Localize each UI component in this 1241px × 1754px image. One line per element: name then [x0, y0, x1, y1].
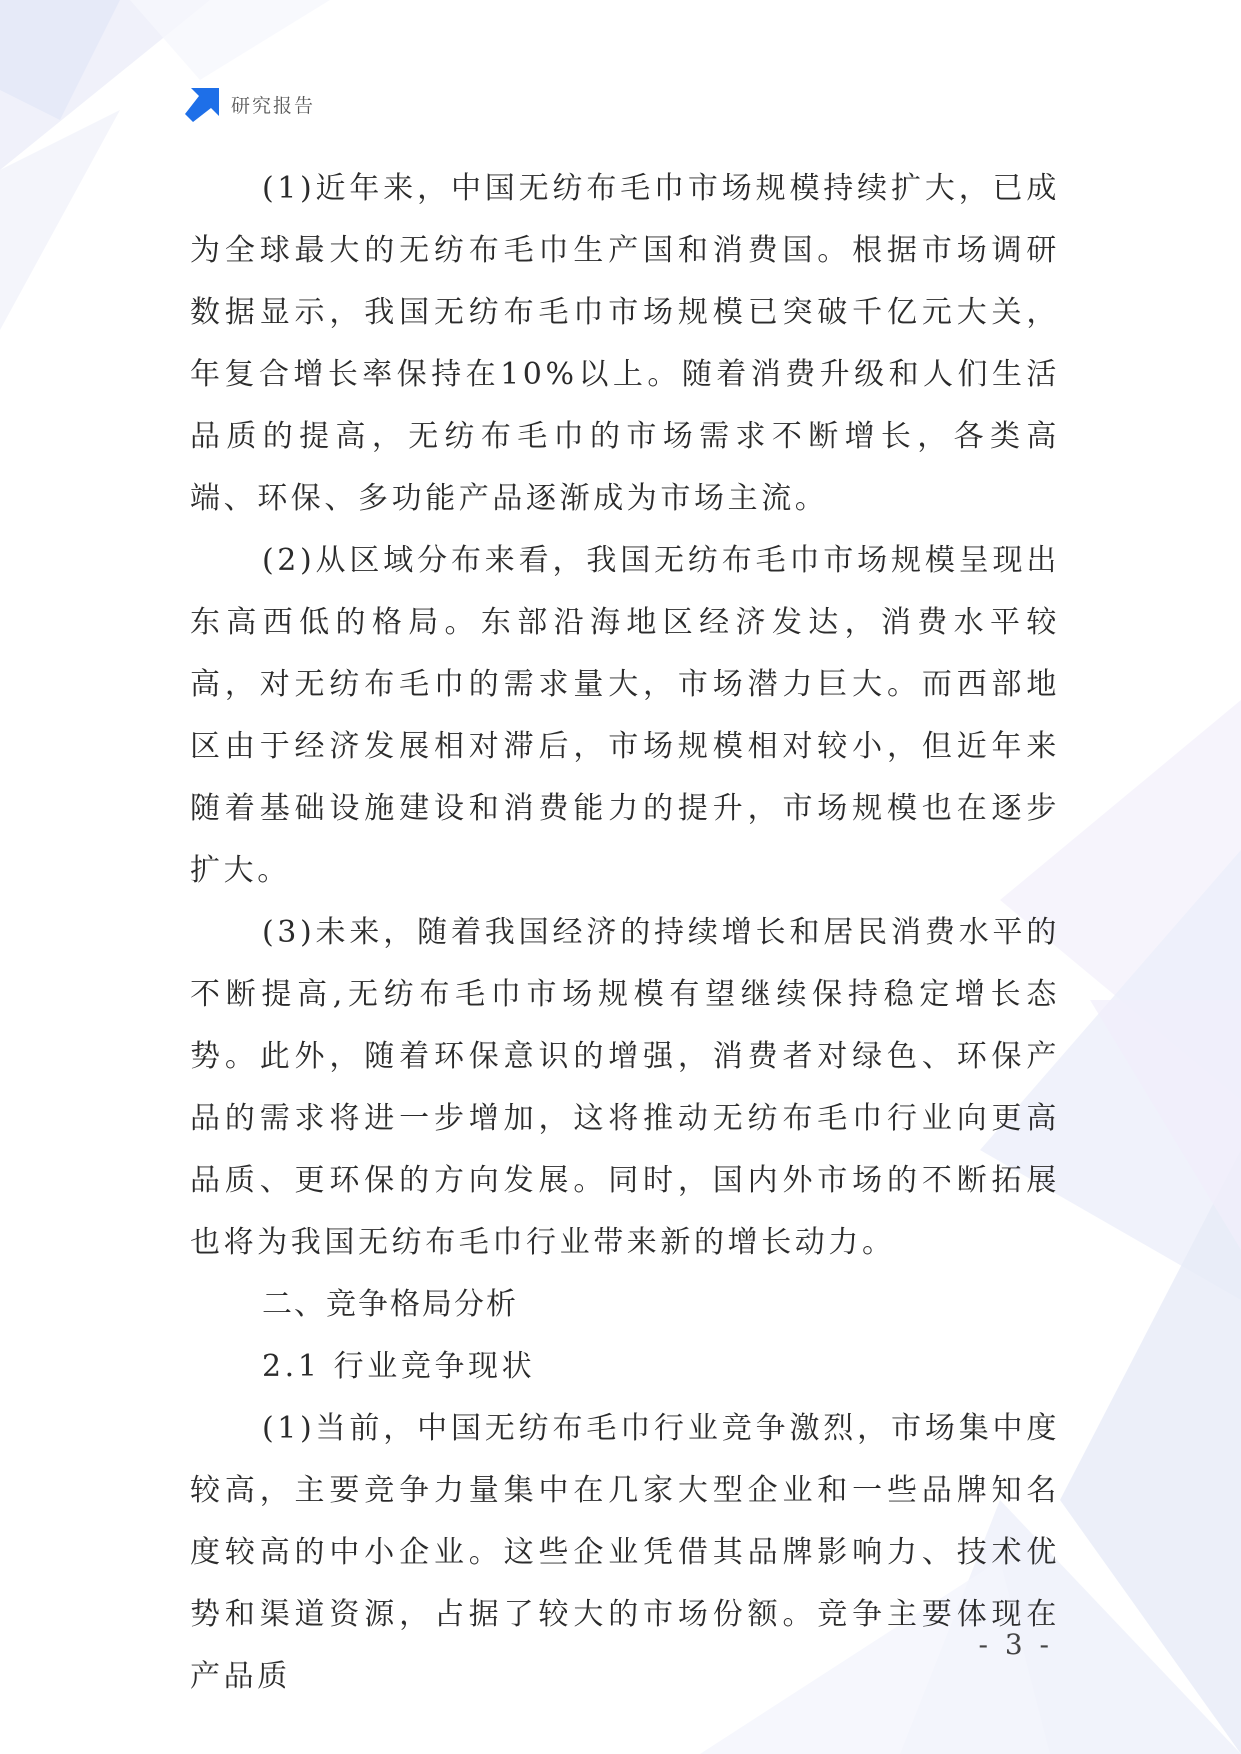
paragraph: (1)近年来，中国无纺布毛巾市场规模持续扩大，已成为全球最大的无纺布毛巾生产国和消费国。根据市场调研数据显示，我国无纺布毛巾市场规模已突破千亿元大关，年复合增长率保持在10%以上。随着消费升级和人们生活品质的提高，无纺布毛巾的市场需求不断增长，各类高端、环保、多功能产品逐渐成为市场主流。 — [190, 171, 1060, 516]
paragraph: (2)从区域分布来看，我国无纺布毛巾市场规模呈现出东高西低的格局。东部沿海地区经济发达，消费水平较高，对无纺布毛巾的需求量大，市场潜力巨大。而西部地区由于经济发展相对滞后，市场规模相对较小，但近年来随着基础设施建设和消费能力的提升，市场规模也在逐步扩大。 — [190, 543, 1060, 888]
subsection-heading: 2.1 行业竞争现状 — [262, 1349, 536, 1384]
arrow-logo-icon — [185, 86, 221, 122]
header-title: 研究报告 — [231, 94, 316, 117]
report-header — [185, 86, 315, 122]
paragraph: (1)当前，中国无纺布毛巾行业竞争激烈，市场集中度较高，主要竞争力量集中在几家大型企业和一些品牌知名度较高的中小企业。这些企业凭借其品牌影响力、技术优势和渠道资源，占据了较大的市场份额。竞争主要体现在产品质 — [190, 1411, 1060, 1694]
section-heading: 二、竞争格局分析 — [262, 1287, 518, 1322]
paragraph: (3)未来，随着我国经济的持续增长和居民消费水平的不断提高,无纺布毛巾市场规模有望继续保持稳定增长态势。此外，随着环保意识的增强，消费者对绿色、环保产品的需求将进一步增加，这将推动无纺布毛巾行业向更高品质、更环保的方向发展。同时，国内外市场的不断拓展也将为我国无纺布毛巾行业带来新的增长动力。 — [190, 915, 1060, 1260]
document-body — [190, 158, 1060, 1708]
page-number: - 3 - — [978, 1628, 1053, 1661]
